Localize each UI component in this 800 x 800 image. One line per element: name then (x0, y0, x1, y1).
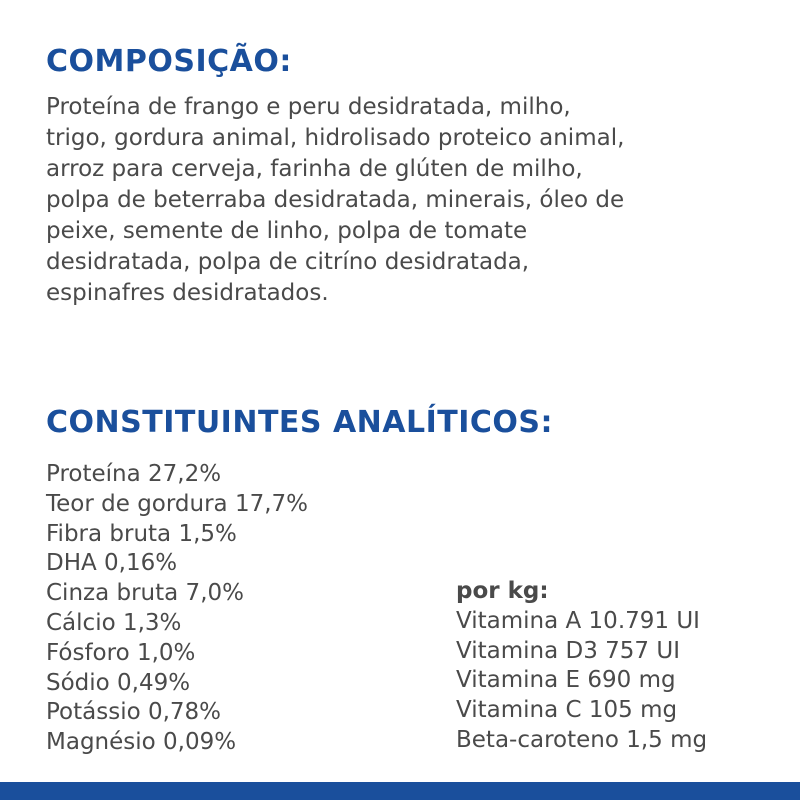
analytic-item: Cálcio 1,3% (46, 609, 182, 636)
analytic-item: Fósforo 1,0% (46, 639, 196, 666)
per-kg-label: por kg: (456, 578, 549, 604)
composition-heading: COMPOSIÇÃO: (46, 44, 292, 79)
composition-line: espinafres desidratados. (46, 280, 329, 306)
analytic-item: Sódio 0,49% (46, 669, 191, 696)
vitamin-item: Vitamina A 10.791 UI (456, 607, 700, 634)
composition-line: Proteína de frango e peru desidratada, milho, (46, 94, 571, 120)
analytic-item: Teor de gordura 17,7% (46, 490, 309, 517)
vitamin-item: Vitamina E 690 mg (456, 667, 676, 694)
analytic-item: DHA 0,16% (46, 550, 178, 577)
analytics-heading: CONSTITUINTES ANALÍTICOS: (46, 405, 554, 440)
composition-line: peixe, semente de linho, polpa de tomate (46, 218, 528, 244)
vitamin-item: Beta-caroteno 1,5 mg (456, 726, 708, 753)
composition-line: arroz para cerveja, farinha de glúten de milho, (46, 156, 583, 182)
analytic-item: Fibra bruta 1,5% (46, 520, 237, 547)
analytic-item: Magnésio 0,09% (46, 729, 237, 756)
composition-line: polpa de beterraba desidratada, minerais, óleo de (46, 187, 625, 213)
analytics-list (46, 460, 308, 758)
vitamins-list (456, 577, 707, 756)
analytic-item: Potássio 0,78% (46, 699, 222, 726)
vitamin-item: Vitamina C 105 mg (456, 697, 678, 724)
analytic-item: Cinza bruta 7,0% (46, 580, 244, 607)
composition-text (46, 92, 776, 309)
vitamin-item: Vitamina D3 757 UI (456, 637, 680, 664)
bottom-bar (0, 782, 800, 800)
composition-line: trigo, gordura animal, hidrolisado proteico animal, (46, 125, 625, 151)
composition-line: desidratada, polpa de citríno desidratada, (46, 249, 530, 275)
analytic-item: Proteína 27,2% (46, 461, 222, 487)
